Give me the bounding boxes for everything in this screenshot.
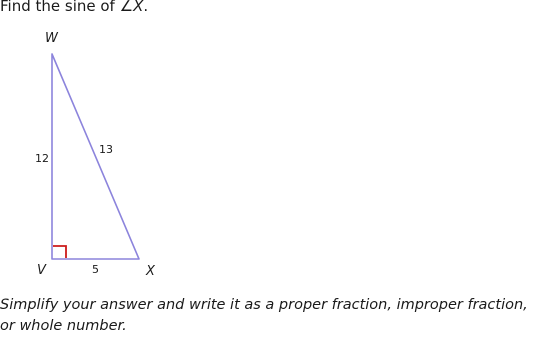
instructions-line-1: Simplify your answer and write it as a proper fraction, improper fraction, xyxy=(0,297,528,313)
answer-instructions xyxy=(0,295,536,337)
side-label-vertical-leg: 12 xyxy=(35,152,49,165)
question-prefix: Find the sine of xyxy=(0,0,120,15)
side-label-hypotenuse: 13 xyxy=(99,143,113,156)
right-angle-marker xyxy=(53,246,66,258)
vertex-label-w: W xyxy=(45,31,58,46)
vertex-label-x: X xyxy=(146,264,155,279)
side-label-horizontal-leg: 5 xyxy=(92,263,99,276)
angle-symbol: ∠ xyxy=(119,0,134,15)
triangle-outline xyxy=(52,54,139,259)
vertex-label-v: V xyxy=(37,263,46,278)
question-suffix: . xyxy=(143,0,149,15)
question-vertex: X xyxy=(133,0,144,15)
instructions-line-2: or whole number. xyxy=(0,318,127,334)
